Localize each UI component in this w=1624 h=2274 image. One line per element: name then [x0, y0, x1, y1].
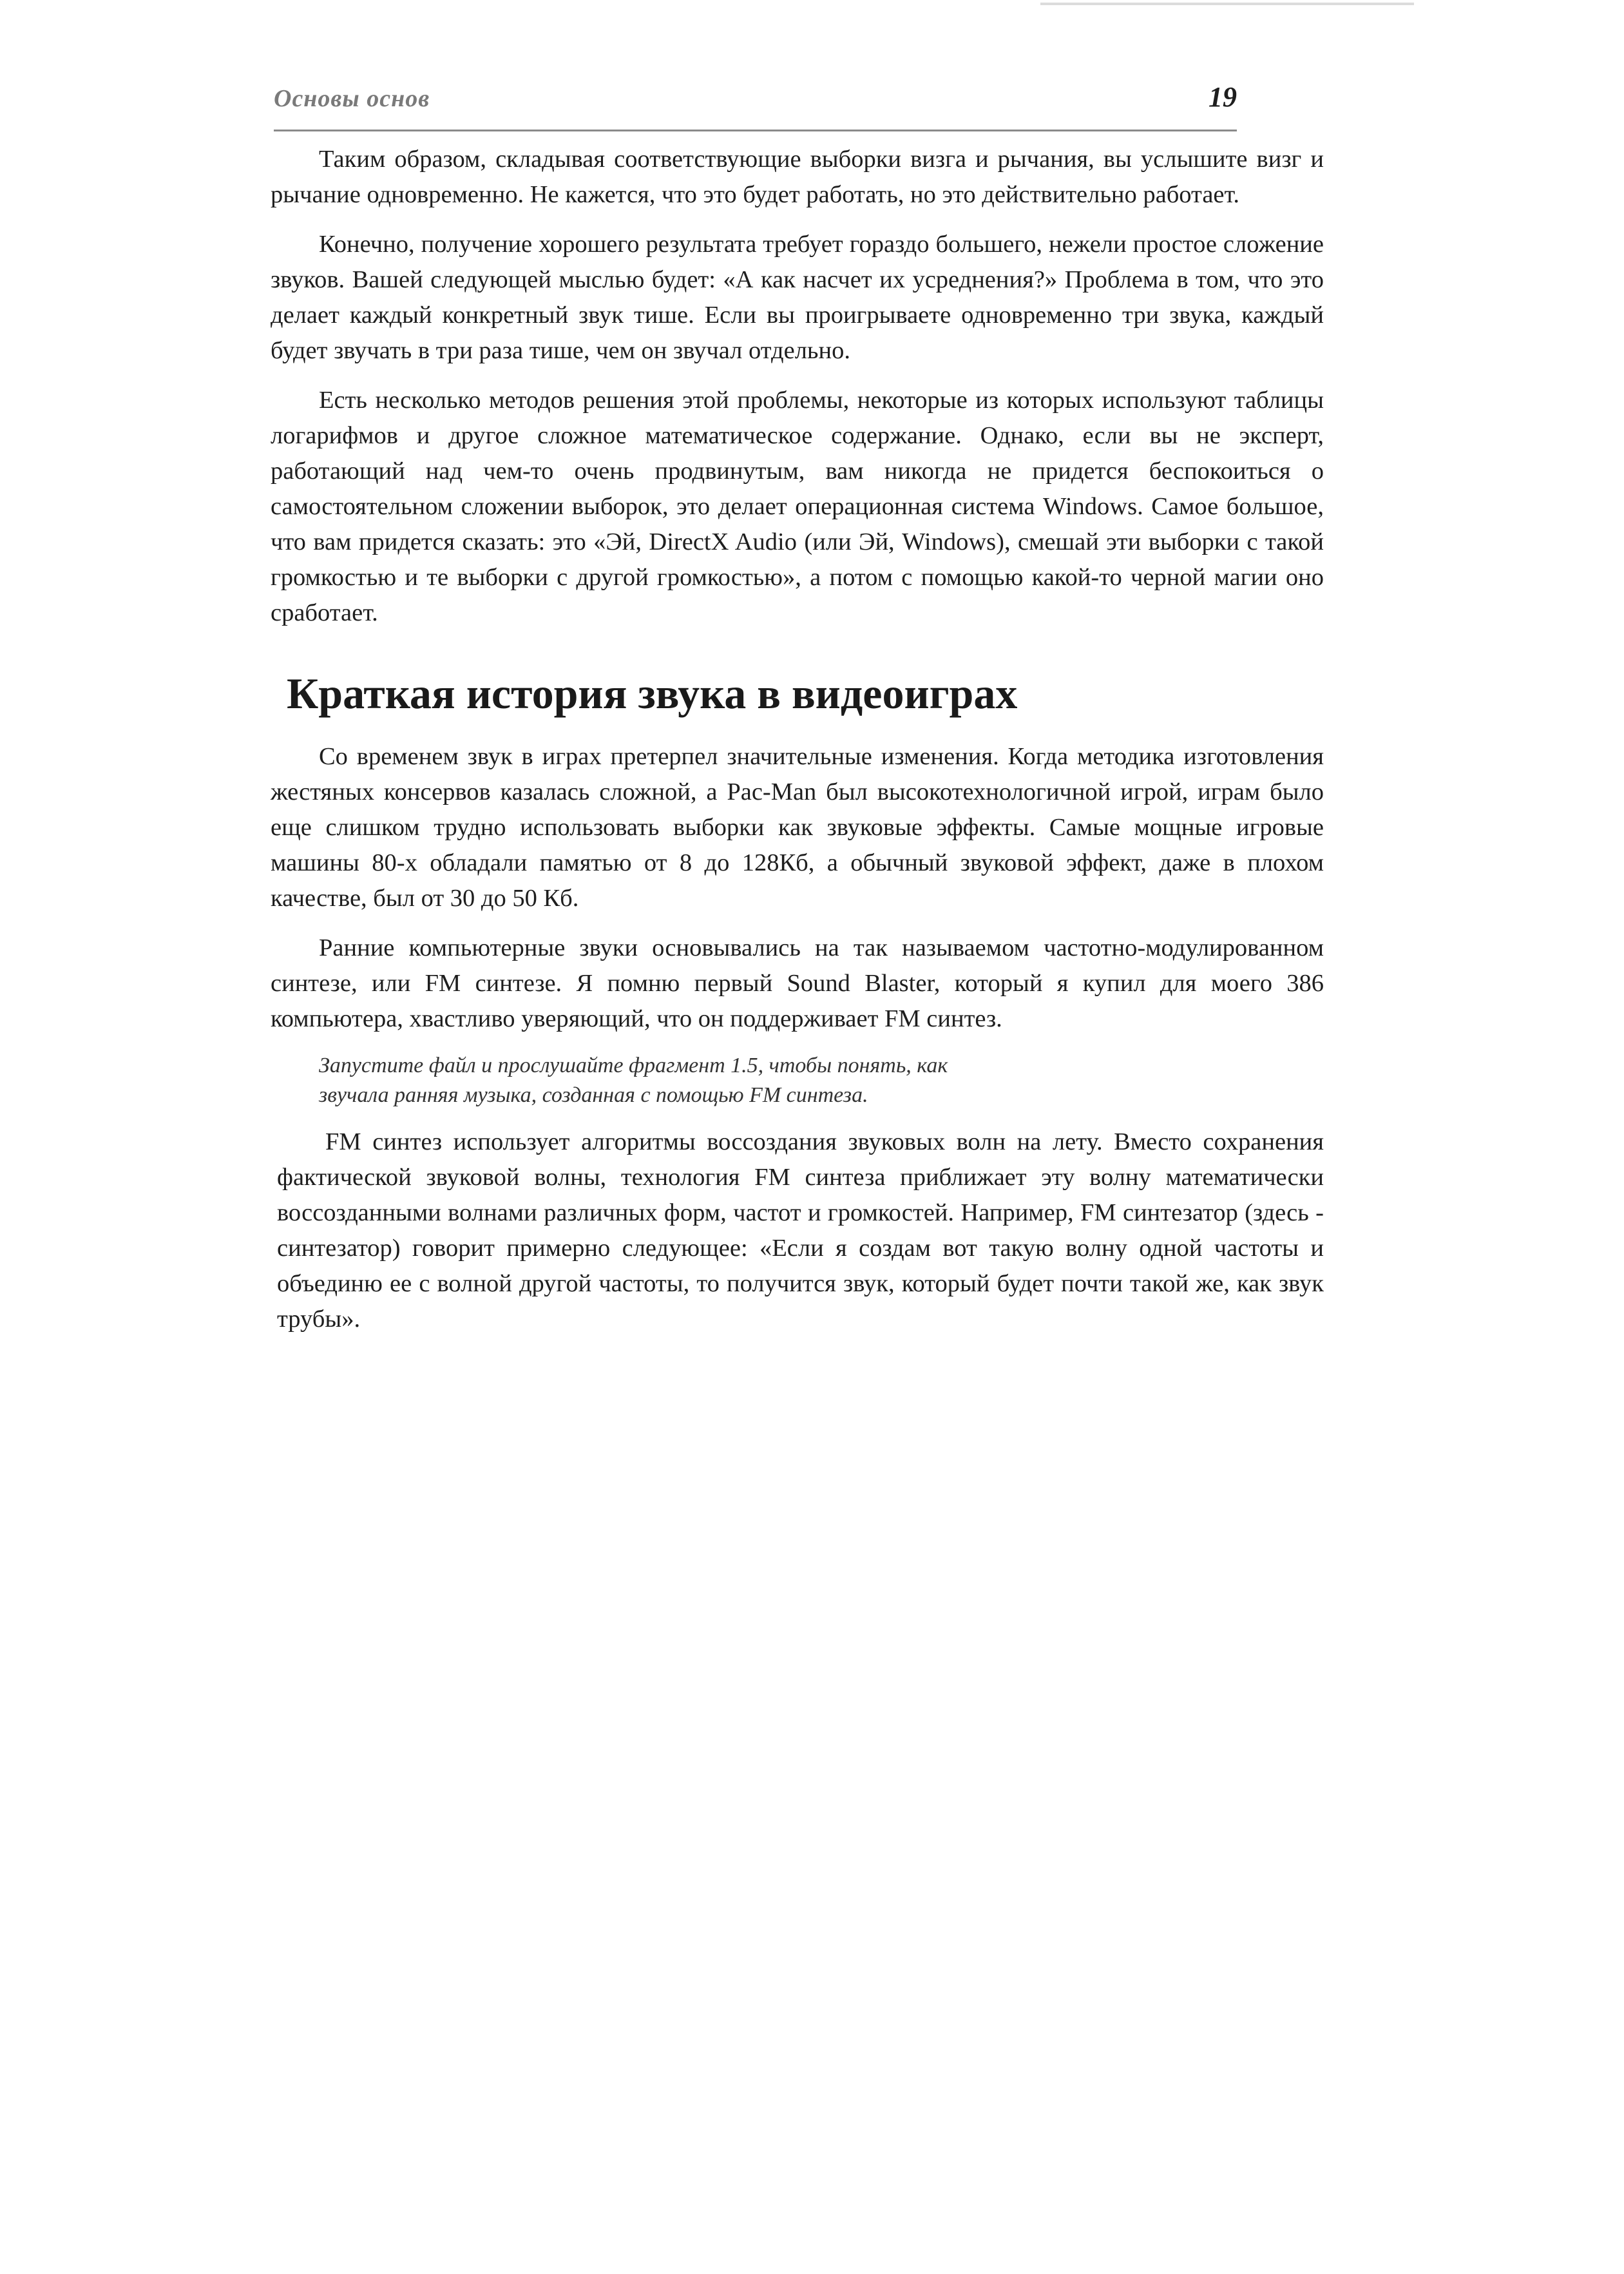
- section-body: [271, 739, 1324, 1037]
- page-body: [271, 142, 1324, 1351]
- running-title: Основы основ: [274, 85, 430, 112]
- header-divider: [274, 130, 1237, 131]
- section-heading: Краткая история звука в видеоиграх: [287, 669, 1018, 718]
- audio-note: Запустите файл и прослушайте фрагмент 1.5, чтобы понять, как звучала ранняя музыка, созданная с помощью FM синтеза.: [319, 1054, 948, 1107]
- paragraph: Со временем звук в играх претерпел значительные изменения. Когда методика изготовления жестяных консервов казалась сложной, а Pac-Man был высокотехнологичной игрой, играм было еще слишком трудно использовать выборки как звуковые эффекты. Самые мощные игровые машины 80-х обладали памятью от 8 до 128Кб, а обычный звуковой эффект, даже в плохом качестве, был от 30 до 50 Кб.: [271, 743, 1324, 912]
- page-number: 19: [1208, 81, 1237, 113]
- paragraph: Конечно, получение хорошего результата требует гораздо большего, нежели простое сложение звуков. Вашей следующей мыслью будет: «А как насчет их усреднения?» Проблема в том, что это делает каждый конкретный звук тише. Если вы проигрываете одновременно три звука, каждый будет звучать в три раза тише, чем он звучал отдельно.: [271, 231, 1324, 364]
- paragraph: Ранние компьютерные звуки основывались на так называемом частотно-модулированном синтезе, или FM синтезе. Я помню первый Sound Blaster, который я купил для моего 386 компьютера, хвастливо уверяющий, что он поддерживает FM синтез.: [271, 934, 1324, 1032]
- page-header: [274, 81, 1237, 132]
- scan-edge-line: [1040, 3, 1414, 5]
- paragraph: FM синтез использует алгоритмы воссоздания звуковых волн на лету. Вместо сохранения фактической звуковой волны, технология FM синтеза приближает эту волну математически воссозданными волнами различных форм, частот и громкостей. Например, FM синтезатор (здесь - синтезатор) говорит примерно следующее: «Если я создам вот такую волну одной частоты и объединю ее с волной другой частоты, то получится звук, который будет почти такой же, как звук трубы».: [277, 1128, 1324, 1333]
- section-body-continued: [271, 1124, 1324, 1337]
- paragraph: Есть несколько методов решения этой проблемы, некоторые из которых используют таблицы логарифмов и другое сложное математическое содержание. Однако, если вы не эксперт, работающий над чем-то очень продвинутым, вам никогда не придется беспокоиться о самостоятельном сложении выборок, это делает операционная система Windows. Самое большое, что вам придется сказать: это «Эй, DirectX Audio (или Эй, Windows), смешай эти выборки с такой громкостью и те выборки с другой громкостью», а потом с помощью какой-то черной магии оно сработает.: [271, 387, 1324, 626]
- paragraph: Таким образом, складывая соответствующие выборки визга и рычания, вы услышите визг и рычание одновременно. Не кажется, что это будет работать, но это действительно работает.: [271, 146, 1324, 208]
